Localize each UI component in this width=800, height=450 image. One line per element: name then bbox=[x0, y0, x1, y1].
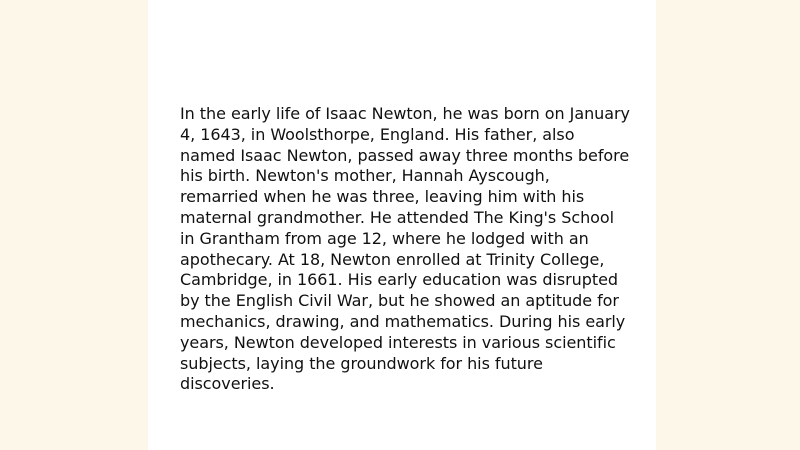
body-paragraph: In the early life of Isaac Newton, he was born on January 4, 1643, in Woolsthorpe, England. His father, also named Isaac Newton, passed away three months before his birth. Newton's mother, Hannah Ayscough, remarried when he was three, leaving him with his maternal grandmother. He attended The King's School in Grantham from age 12, where he lodged with an apothecary. At 18, Newton enrolled at Trinity College, Cambridge, in 1661. His early education was disrupted by the English Civil War, but he showed an aptitude for mechanics, drawing, and mathematics. During his early years, Newton developed interests in various scientific subjects, laying the groundwork for his future discoveries. bbox=[180, 104, 630, 394]
document-page bbox=[148, 0, 656, 450]
